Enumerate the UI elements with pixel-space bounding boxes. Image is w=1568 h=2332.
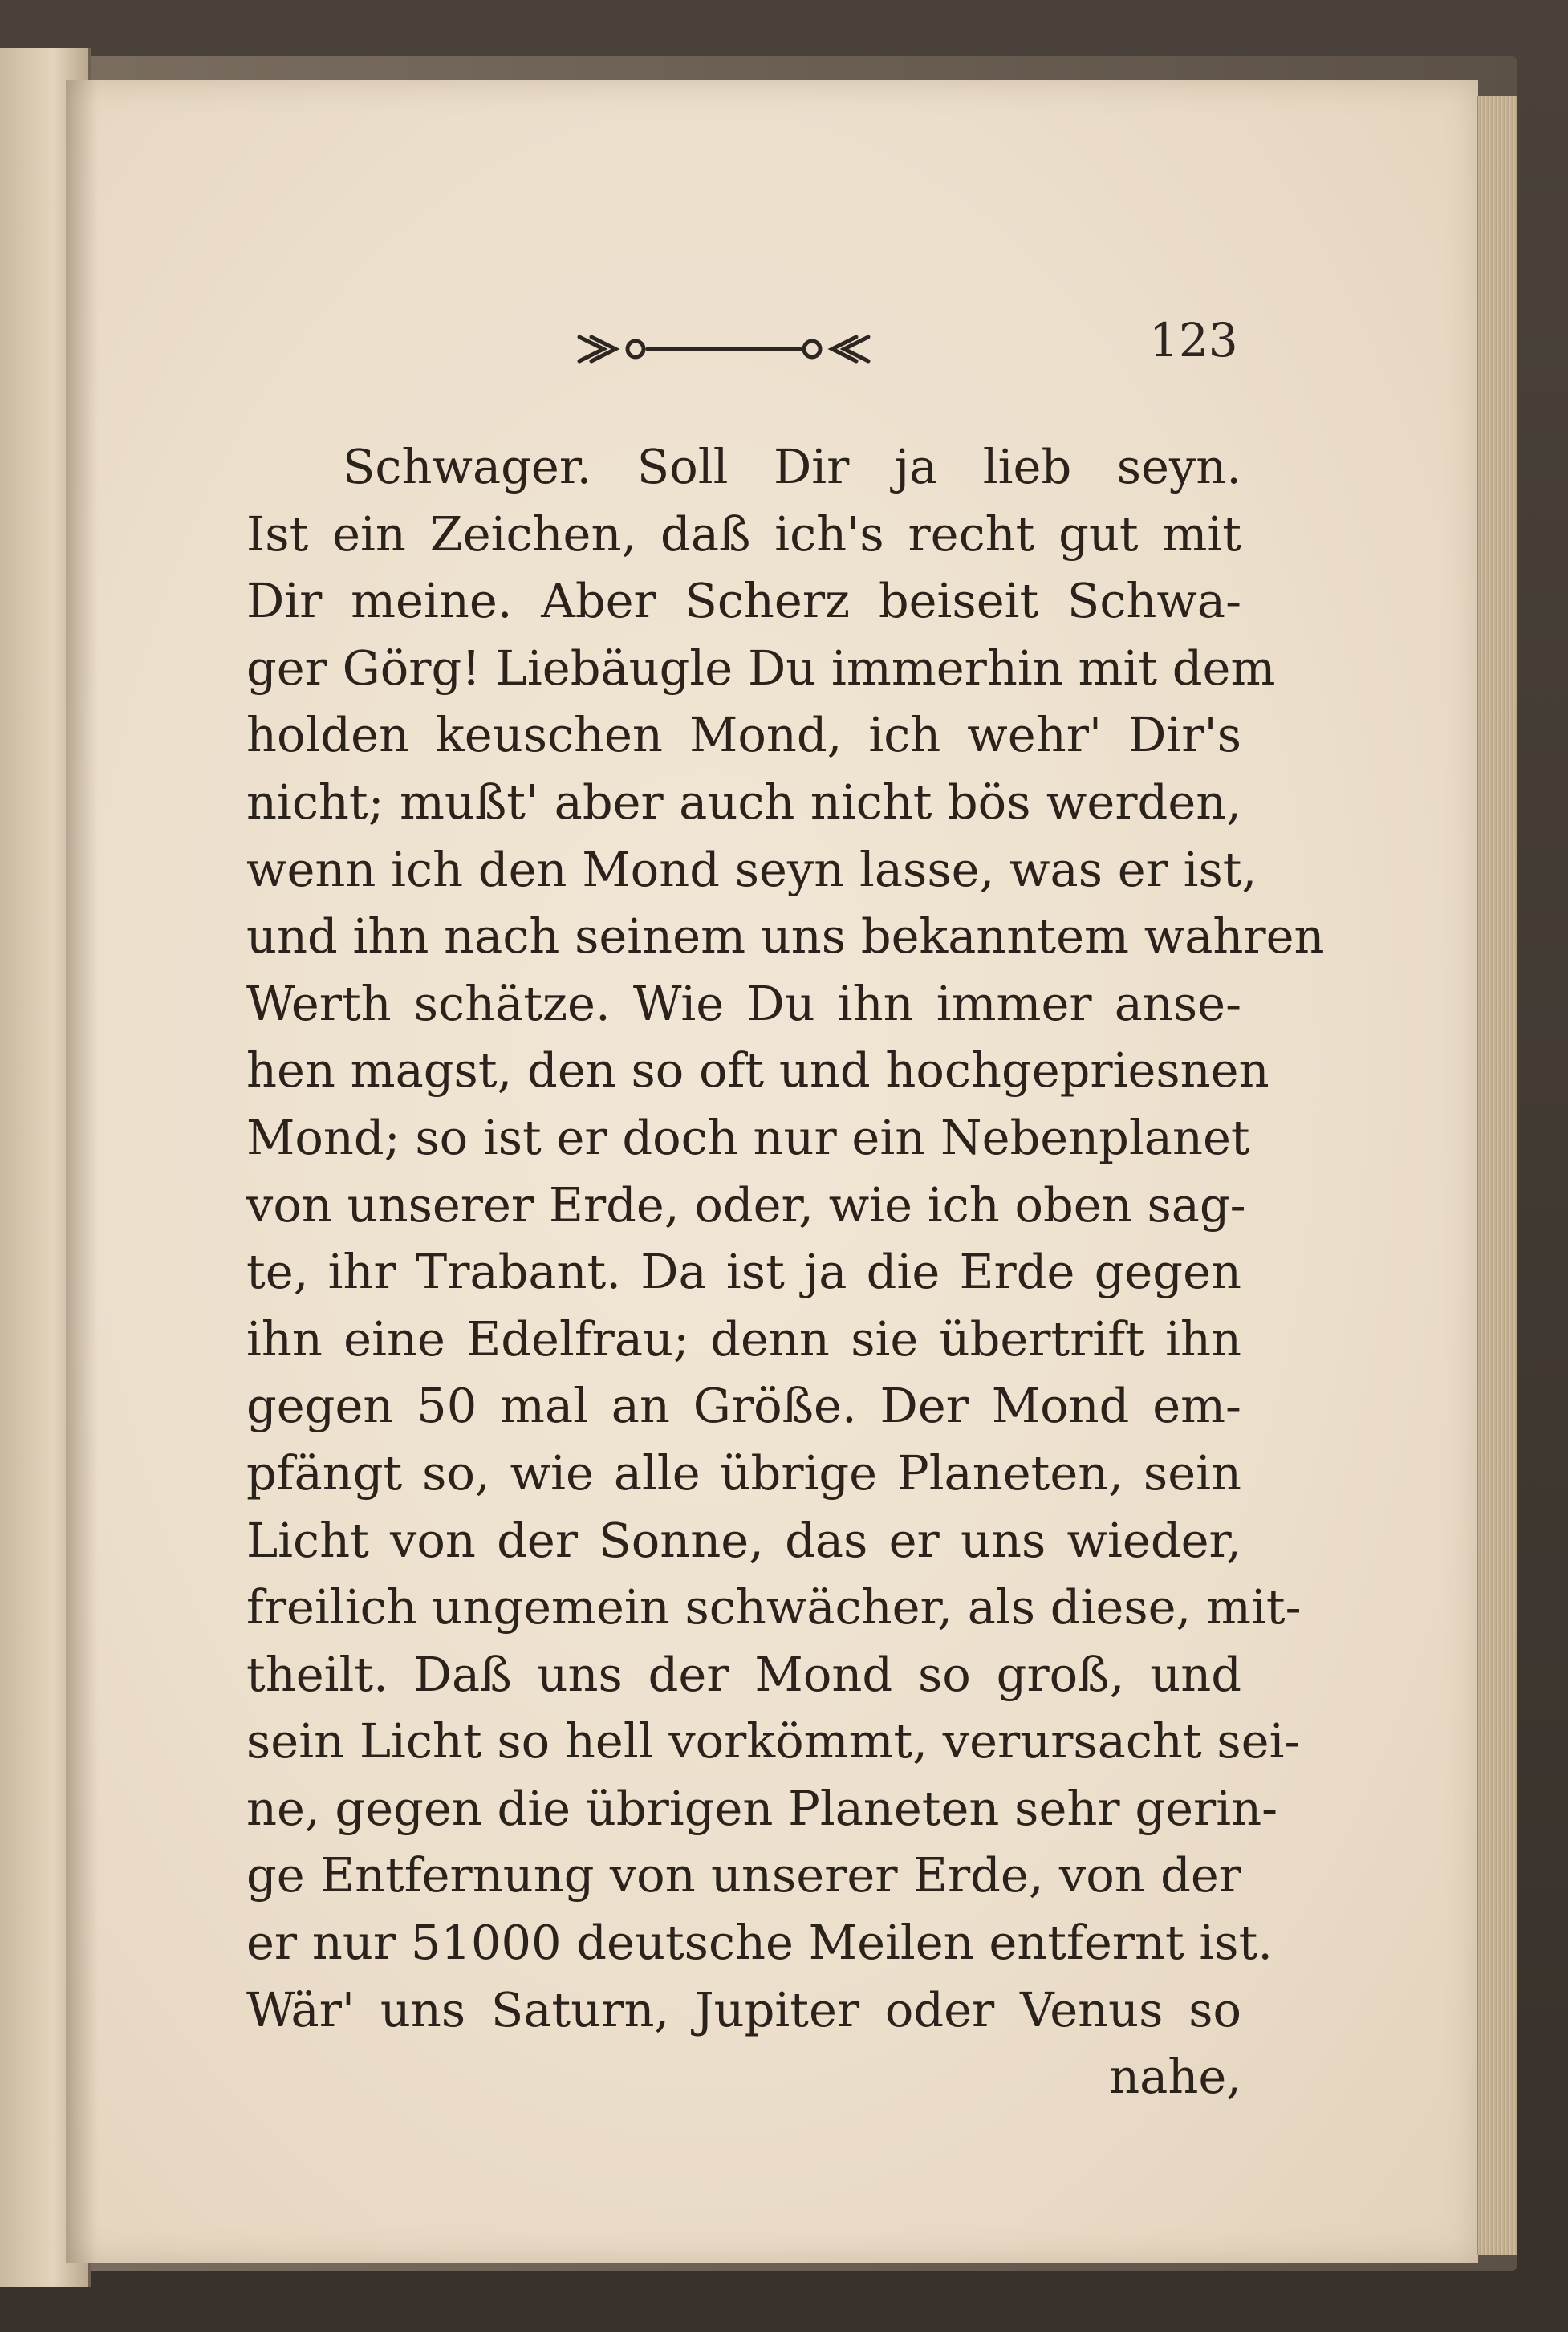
text-line: ihn eine Edelfrau; denn sie übertrift ihn: [246, 1310, 1241, 1367]
page-gutter-shadow: [66, 80, 98, 2263]
text-line: ne, gegen die übrigen Planeten sehr gerin-: [246, 1780, 1278, 1836]
text-line: von unserer Erde, oder, wie ich oben sag-: [246, 1176, 1246, 1233]
book-page: [66, 80, 1478, 2263]
header-ornament: [571, 321, 876, 377]
text-line: ger Görg! Liebäugle Du immerhin mit dem: [246, 640, 1276, 696]
text-line: Schwager. Soll Dir ja lieb seyn.: [343, 439, 1241, 494]
page-block-edge: [1477, 96, 1517, 2255]
text-line: gegen 50 mal an Größe. Der Mond em-: [246, 1378, 1241, 1434]
text-line: er nur 51000 deutsche Meilen entfernt ist.: [246, 1915, 1273, 1971]
text-line: und ihn nach seinem uns bekanntem wahren: [246, 908, 1325, 965]
text-line: Wär' uns Saturn, Jupiter oder Venus so: [246, 1981, 1241, 2037]
text-line: Dir meine. Aber Scherz beiseit Schwa-: [246, 573, 1241, 629]
text-line: pfängt so, wie alle übrige Planeten, sein: [246, 1444, 1241, 1501]
text-line: freilich ungemein schwächer, als diese, mit-: [246, 1579, 1302, 1635]
page-number: 123: [1149, 313, 1238, 368]
text-line: Mond; so ist er doch nur ein Nebenplanet: [246, 1109, 1250, 1165]
text-line: nicht; mußt' aber auch nicht bös werden,: [246, 774, 1241, 830]
catchword: nahe,: [1109, 2049, 1241, 2105]
text-line: Ist ein Zeichen, daß ich's recht gut mit: [246, 506, 1241, 562]
text-line: ge Entfernung von unserer Erde, von der: [246, 1847, 1241, 1903]
text-line: sein Licht so hell vorkömmt, verursacht sei-: [246, 1713, 1301, 1769]
text-line: wenn ich den Mond seyn lasse, was er ist,: [246, 841, 1257, 897]
text-line: theilt. Daß uns der Mond so groß, und: [246, 1646, 1241, 1702]
text-line: hen magst, den so oft und hochgepriesnen: [246, 1042, 1269, 1099]
text-line: Werth schätze. Wie Du ihn immer anse-: [246, 975, 1241, 1031]
text-line: Licht von der Sonne, das er uns wieder,: [246, 1512, 1241, 1568]
text-line: holden keuschen Mond, ich wehr' Dir's: [246, 707, 1241, 763]
page-header: [66, 313, 1478, 401]
text-line: te, ihr Trabant. Da ist ja die Erde gegen: [246, 1244, 1241, 1300]
body-text: [246, 433, 1325, 2111]
